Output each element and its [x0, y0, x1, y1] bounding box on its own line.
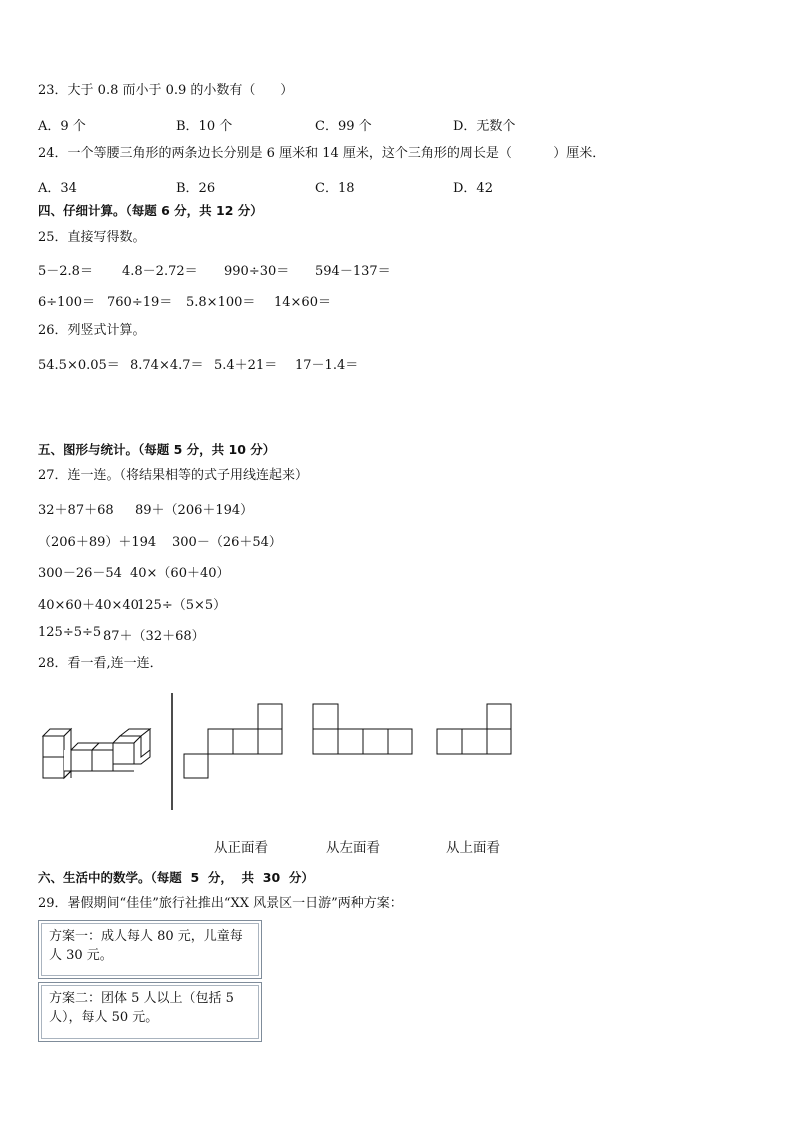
q27-left-expr: 40×60＋40×40 [38, 598, 139, 613]
q25-expr: 990÷30＝ [224, 264, 290, 279]
solid-3d [43, 729, 150, 778]
q27-right-expr: 125÷（5×5） [137, 598, 227, 613]
q26-expr: 8.74×4.7＝ [130, 358, 204, 373]
q24-option-d: D．42 [453, 181, 493, 196]
q26-expr: 17－1.4＝ [295, 358, 359, 373]
q25-expr: 760÷19＝ [107, 295, 173, 310]
q28-stem: 28．看一看,连一连． [38, 656, 163, 671]
section-4-heading: 四、仔细计算。（每题 6 分，共 12 分） [38, 203, 263, 218]
q25-expr: 594－137＝ [315, 264, 391, 279]
view-label-top: 从上面看 [446, 840, 500, 856]
view-grid-2 [313, 704, 412, 754]
q25-stem: 25．直接写得数。 [38, 230, 146, 245]
q29-stem: 29．暑假期间“佳佳”旅行社推出“XX 风景区一日游”两种方案： [38, 896, 403, 911]
q24-option-b: B．26 [176, 181, 216, 196]
q25-expr: 5－2.8＝ [38, 264, 93, 279]
q27-right-expr: 40×（60＋40） [130, 566, 230, 581]
plan-one-box [38, 920, 262, 979]
q24-stem: 24．一个等腰三角形的两条边长分别是 6 厘米和 14 厘米，这个三角形的周长是（ ）厘米． [38, 146, 606, 161]
plan-two-text: 方案二：团体 5 人以上（包括 5 人），每人 50 元。 [49, 991, 234, 1025]
view-label-left: 从左面看 [326, 840, 380, 856]
plan-two-box [38, 982, 262, 1042]
q26-expr: 5.4＋21＝ [214, 358, 278, 373]
q23-stem: 23．大于 0.8 而小于 0.9 的小数有（ ） [38, 83, 294, 98]
q23-option-b: B．10 个 [176, 119, 233, 134]
q27-left-expr: 300－26－54 [38, 566, 122, 581]
q27-right-expr: 89＋（206＋194） [135, 503, 254, 518]
q27-left-expr: （206＋89）＋194 [38, 535, 157, 550]
q23-option-c: C．99 个 [315, 119, 372, 134]
q27-left-expr: 32＋87＋68 [38, 503, 114, 518]
q23-option-d: D．无数个 [453, 119, 516, 134]
q24-option-c: C．18 [315, 181, 355, 196]
q27-right-expr: 300－（26＋54） [172, 535, 282, 550]
q25-expr: 4.8－2.72＝ [122, 264, 198, 279]
q26-stem: 26．列竖式计算。 [38, 323, 146, 338]
q25-expr: 14×60＝ [274, 295, 331, 310]
section-5-heading: 五、图形与统计。（每题 5 分，共 10 分） [38, 442, 276, 457]
view-label-front: 从正面看 [214, 840, 268, 856]
q24-option-a: A．34 [38, 181, 77, 196]
q26-expr: 54.5×0.05＝ [38, 358, 120, 373]
q23-option-a: A．9 个 [38, 119, 86, 134]
section-6-heading: 六、生活中的数学。（每题 5 分， 共 30 分） [38, 870, 314, 885]
view-grid-3 [437, 704, 511, 754]
q27-right-expr: 87＋（32＋68） [103, 629, 205, 644]
q25-expr: 6÷100＝ [38, 295, 95, 310]
plan-one-text: 方案一：成人每人 80 元，儿童每人 30 元。 [49, 929, 243, 963]
q27-stem: 27．连一连。（将结果相等的式子用线连起来） [38, 468, 309, 483]
q25-expr: 5.8×100＝ [186, 295, 256, 310]
q27-left-expr: 125÷5÷5 [38, 625, 102, 640]
view-grid-1 [184, 704, 282, 778]
